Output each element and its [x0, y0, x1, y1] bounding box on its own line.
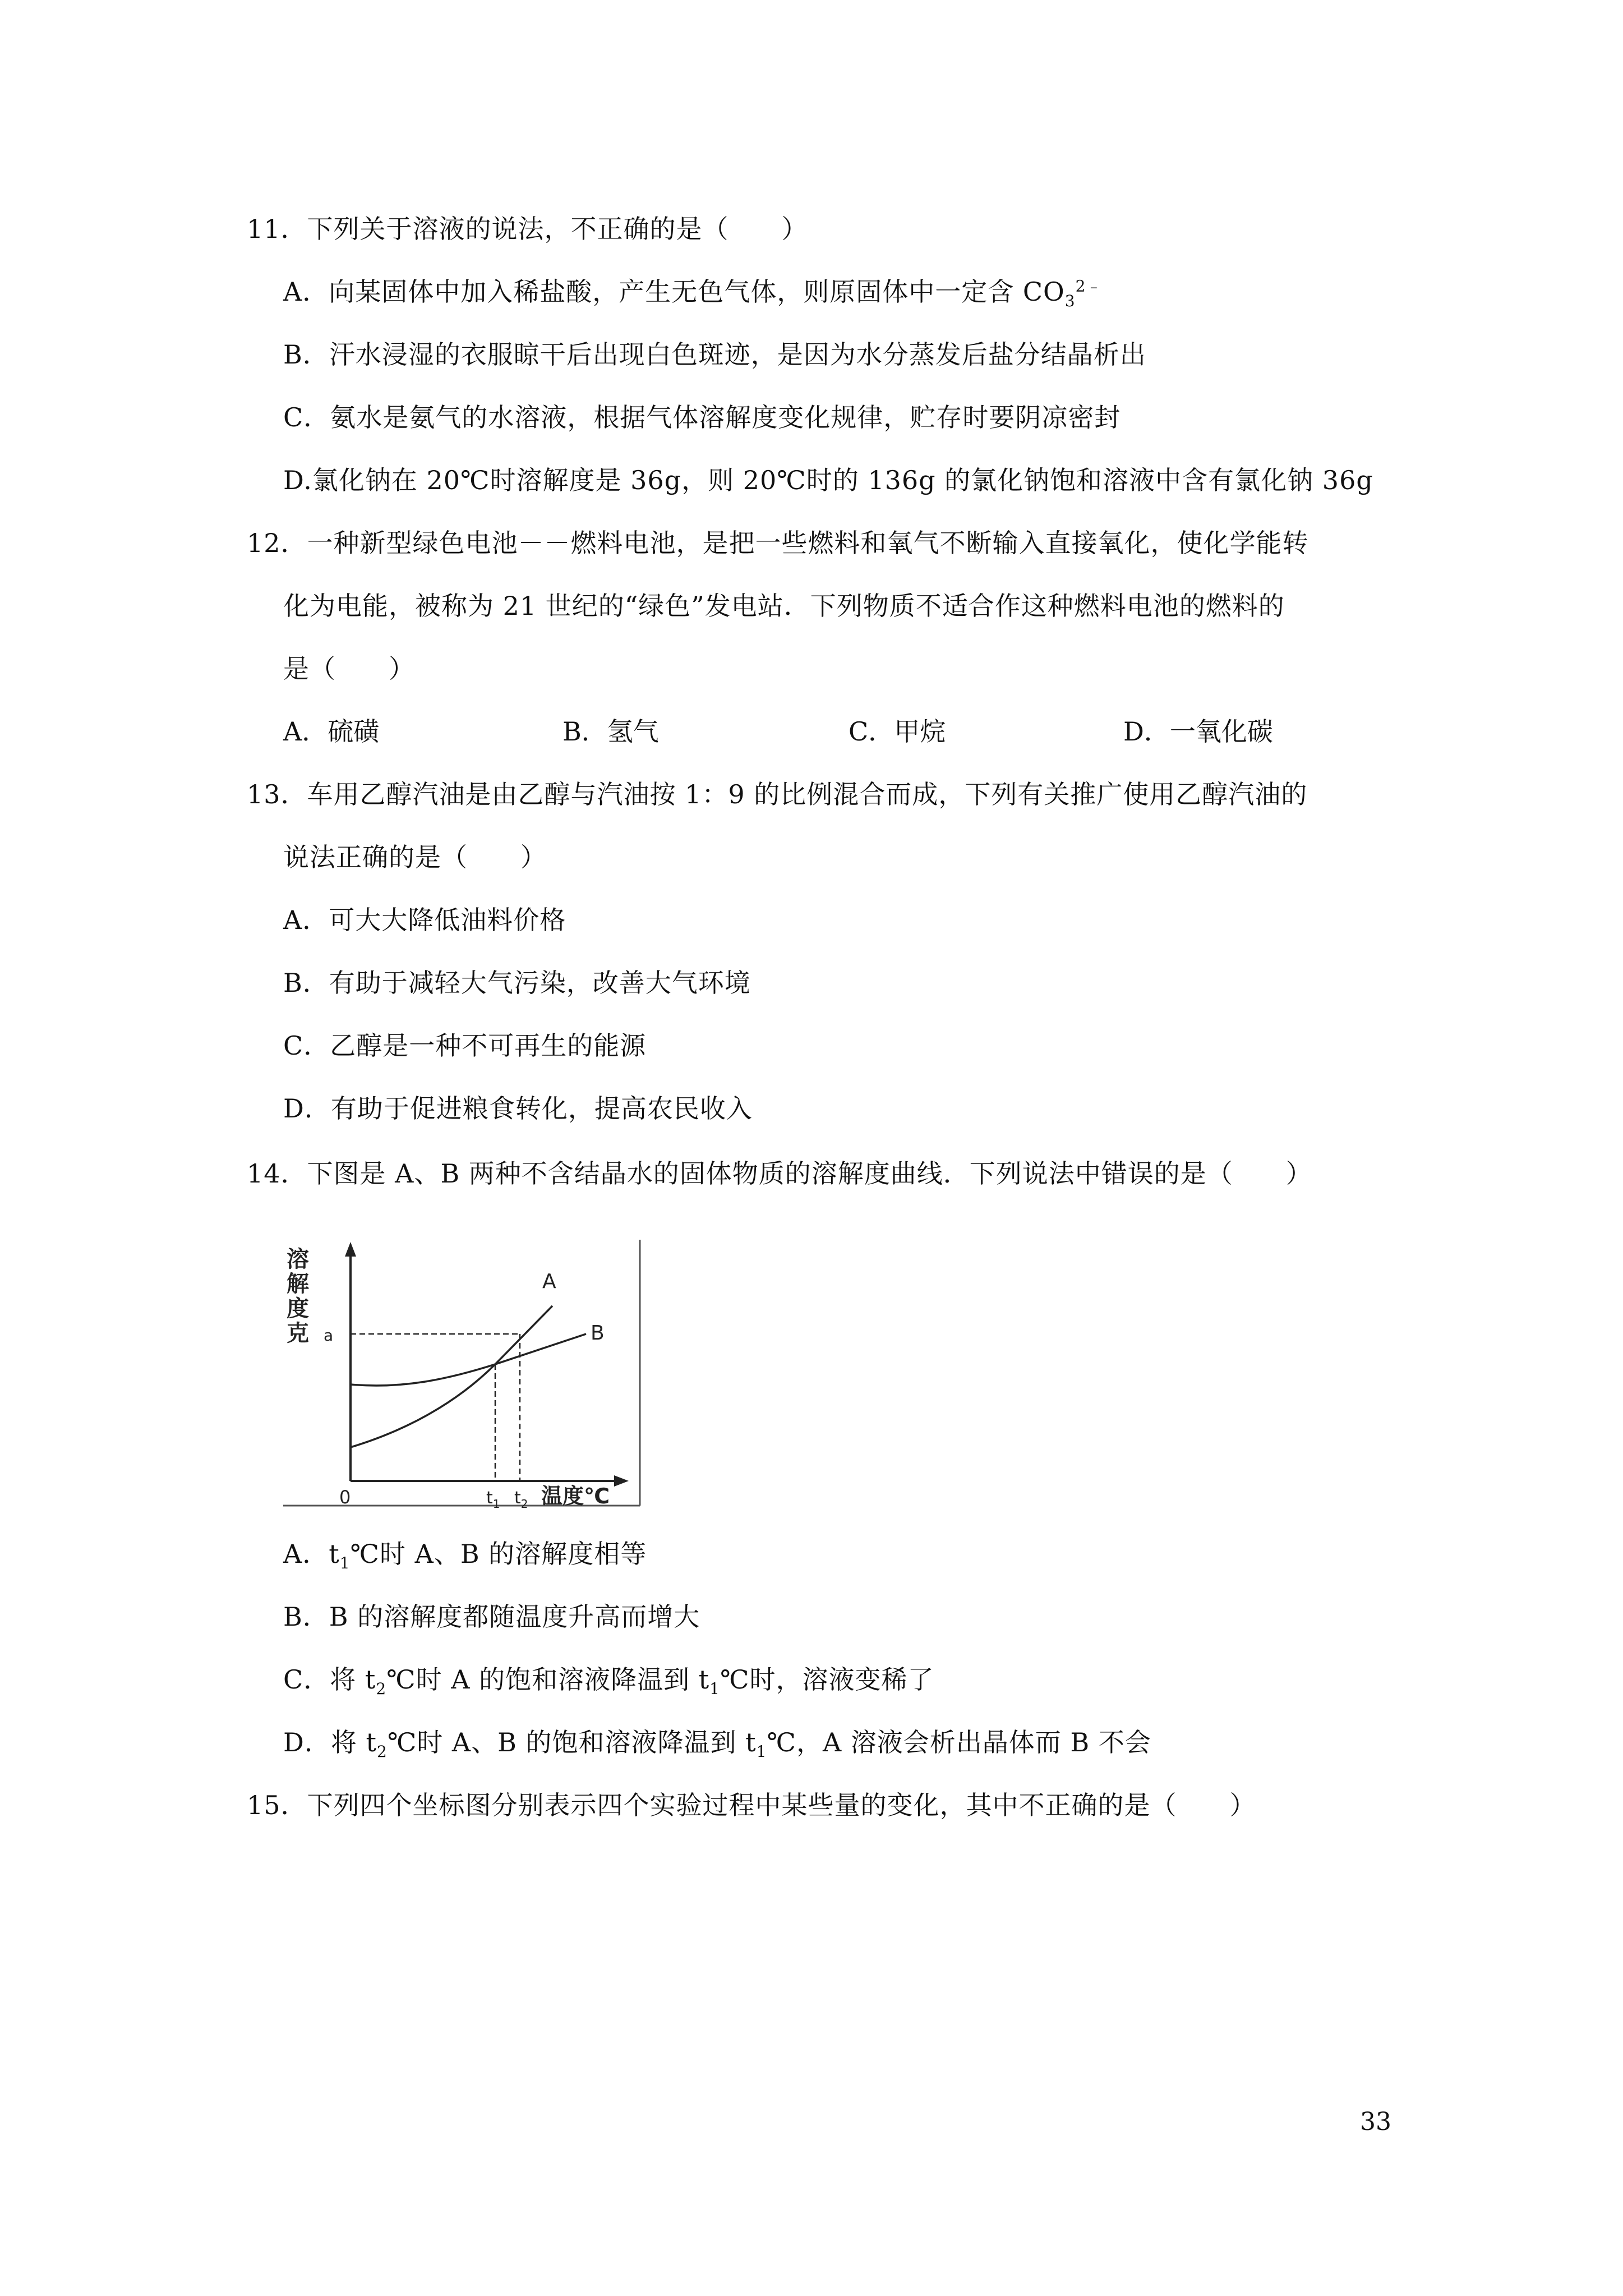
q14-option-b: B．B 的溶解度都随温度升高而增大	[283, 1602, 700, 1632]
q14-option-c: C．将 $t_2℃$时 A 的饱和溶液降温到 $t_1℃$时，溶液变稀了	[283, 1664, 934, 1699]
y-label-char-3: 度	[287, 1296, 309, 1322]
y-label-char-2: 解	[287, 1271, 309, 1297]
y-label-char-1: 溶	[287, 1246, 309, 1272]
x-axis-arrow	[614, 1475, 629, 1487]
q13-stem-line2: 说法正确的是（ ）	[283, 842, 547, 872]
series-label-b: B	[591, 1322, 605, 1345]
q15-stem: 15．下列四个坐标图分别表示四个实验过程中某些量的变化，其中不正确的是（ ）	[247, 1790, 1256, 1820]
y-label-char-4: 克	[287, 1320, 309, 1346]
q12-stem-line2: 化为电能，被称为 21 世纪的“绿色”发电站．下列物质不适合作这种燃料电池的燃料的	[283, 591, 1285, 621]
q11-option-c: C．氨水是氨气的水溶液，根据气体溶解度变化规律，贮存时要阴凉密封	[283, 402, 1121, 432]
q12-stem-line1: 12．一种新型绿色电池－－燃料电池，是把一些燃料和氧气不断输入直接氧化，使化学能转	[247, 528, 1309, 558]
q11-option-a: A．向某固体中加入稀盐酸，产生无色气体，则原固体中一定含 $CO_3^{2﹣}$	[283, 277, 1103, 311]
q12-options	[283, 715, 1405, 748]
x-marker-t2: $t_2$	[514, 1488, 528, 1509]
q12-option-a: A．硫磺	[283, 716, 380, 747]
solubility-curve-chart	[283, 1240, 642, 1509]
q12-option-d: D．一氧化碳	[1123, 716, 1273, 747]
q13-option-d: D．有助于促进粮食转化，提高农民收入	[283, 1093, 753, 1124]
x-axis-label: 温度℃	[541, 1484, 610, 1508]
q13-option-c: C．乙醇是一种不可再生的能源	[283, 1030, 647, 1061]
q12-option-b: B．氢气	[562, 716, 659, 747]
series-label-a: A	[542, 1270, 556, 1293]
q11-option-b: B．汗水浸湿的衣服晾干后出现白色斑迹，是因为水分蒸发后盐分结晶析出	[283, 339, 1146, 370]
page-number: 33	[1360, 2108, 1391, 2136]
q13-stem-line1: 13．车用乙醇汽油是由乙醇与汽油按 1：9 的比例混合而成，下列有关推广使用乙醇汽油的	[247, 779, 1308, 809]
origin-label: 0	[339, 1487, 351, 1508]
y-marker-a: a	[324, 1326, 334, 1345]
q11-option-d: D.氯化钠在 20℃时溶解度是 36g，则 20℃时的 136g 的氯化钠饱和溶液中含有氯化钠 36g	[283, 465, 1373, 495]
q13-option-b: B．有助于减轻大气污染，改善大气环境	[283, 968, 751, 998]
q14-option-d: D．将 $t_2℃$时 A、B 的饱和溶液降温到 $t_1℃$，A 溶液会析出晶体而 B 不会	[283, 1727, 1151, 1761]
q14-option-a: A．$t_1℃$时 A、B 的溶解度相等	[283, 1539, 647, 1573]
q12-option-c: C．甲烷	[849, 716, 946, 747]
q11-stem: 11．下列关于溶液的说法，不正确的是（ ）	[247, 214, 808, 244]
y-axis-arrow	[345, 1242, 356, 1257]
q12-stem-line3: 是（ ）	[283, 654, 415, 684]
q13-option-a: A．可大大降低油料价格	[283, 905, 566, 935]
curve-b	[351, 1334, 586, 1386]
x-marker-t1: $t_1$	[486, 1488, 500, 1509]
q14-stem: 14．下图是 A、B 两种不含结晶水的固体物质的溶解度曲线．下列说法中错误的是（ ）	[247, 1158, 1312, 1189]
